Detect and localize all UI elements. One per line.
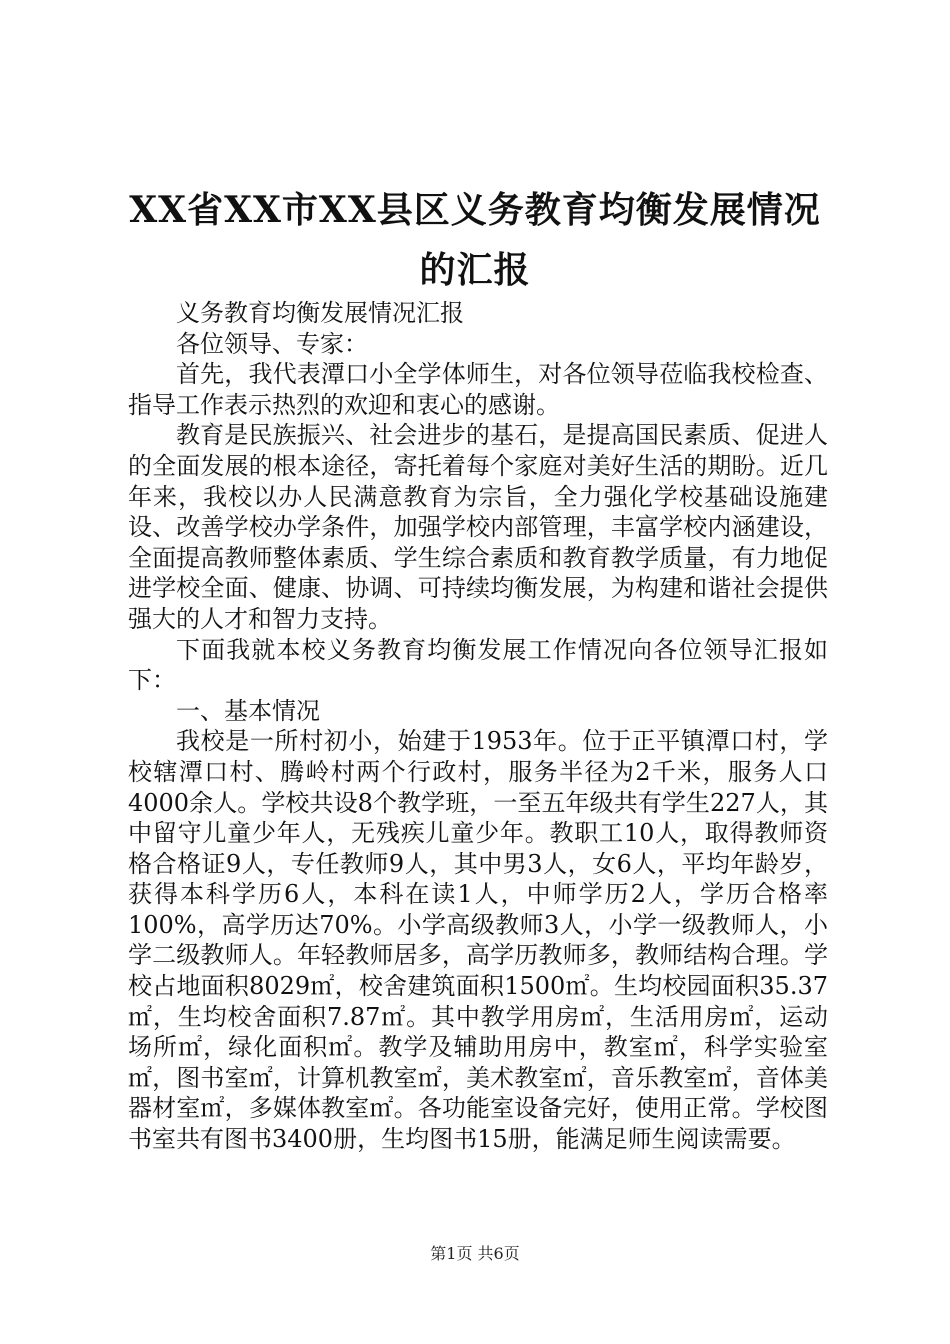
paragraph-report-lead: 下面我就本校义务教育均衡发展工作情况向各位领导汇报如下： — [128, 635, 828, 695]
paragraph-subtitle: 义务教育均衡发展情况汇报 — [176, 299, 464, 327]
paragraph-basic-info: 我校是一所村初小，始建于1953年。位于正平镇潭口村，学校辖潭口村、腾岭村两个行政村，服务半径为2千米，服务人口4000余人。学校共设8个教学班，一至五年级共有学生227人，其中留守儿童少年人，无残疾儿童少年。教职工10人，取得教师资格合格证9人，专任教师9人，其中男3人，女6人，平均年龄岁，获得本科学历6人，本科在读1人，中师学历2人，学历合格率100%，高学历达70%。小学高级教师3人，小学一级教师人，小学二级教师人。年轻教师居多，高学历教师多，教师结构合理。学校占地面积8029㎡，校舍建筑面积1500㎡。生均校园面积35.37㎡，生均校舍面积7.87㎡。其中教学用房㎡，生活用房㎡，运动场所㎡，绿化面积㎡。教学及辅助用房中，教室㎡，科学实验室㎡，图书室㎡，计算机教室㎡，美术教室㎡，音乐教室㎡，音体美器材室㎡，多媒体教室㎡。各功能室设备完好，使用正常。学校图书室共有图书3400册，生均图书15册，能满足师生阅读需要。 — [128, 727, 828, 1154]
paragraph-introduction: 教育是民族振兴、社会进步的基石，是提高国民素质、促进人的全面发展的根本途径，寄托着每个家庭对美好生活的期盼。近几年来，我校以办人民满意教育为宗旨，全力强化学校基础设施建设、改善学校办学条件，加强学校内部管理，丰富学校内涵建设，全面提高教师整体素质、学生综合素质和教育教学质量，有力地促进学校全面、健康、协调、可持续均衡发展，为构建和谐社会提供强大的人才和智力支持。 — [128, 421, 828, 633]
paragraph-salutation: 各位领导、专家： — [176, 329, 368, 358]
section-heading-basic-info: 一、基本情况 — [176, 696, 320, 725]
page-footer: 第1页 共6页 — [430, 1244, 520, 1263]
document-body — [128, 298, 828, 1155]
document-title: XX省XX市XX县区义务教育均衡发展情况的汇报 — [129, 189, 821, 291]
paragraph-welcome: 首先，我代表潭口小全学体师生，对各位领导莅临我校检查、指导工作表示热烈的欢迎和衷心的感谢。 — [128, 360, 828, 419]
